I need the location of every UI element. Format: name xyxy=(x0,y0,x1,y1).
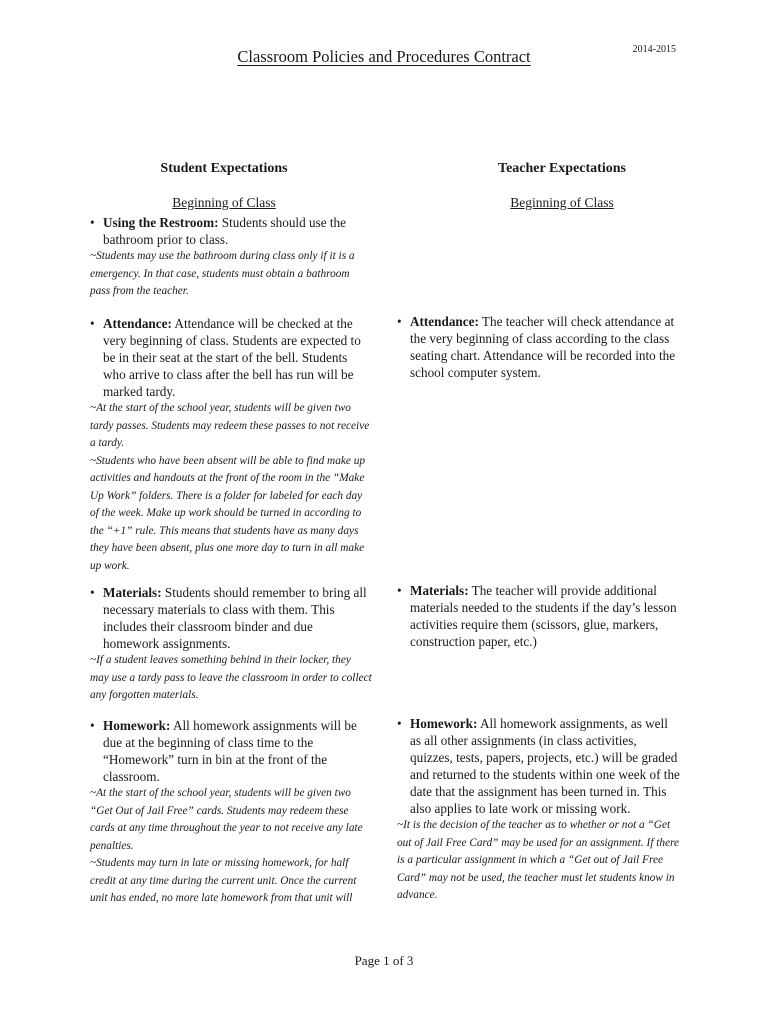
page-year: 2014-2015 xyxy=(632,44,676,55)
teacher-materials-section xyxy=(397,582,681,650)
teacher-attendance-section xyxy=(397,313,681,381)
student-beginning-of-class-heading: Beginning of Class xyxy=(172,195,276,210)
bullet-icon: • xyxy=(397,583,402,598)
item-text: Students should remember to bring all necessary materials to class with them. This includes their classroom binder and due homework assignments. xyxy=(103,585,367,651)
student-materials-item xyxy=(90,584,372,652)
teacher-beginning-of-class-heading: Beginning of Class xyxy=(510,195,614,210)
page-title: Classroom Policies and Procedures Contract xyxy=(237,47,531,66)
teacher-expectations-heading: Teacher Expectations xyxy=(498,161,626,176)
student-homework-item xyxy=(90,717,372,785)
item-text: All homework assignments, as well as all other assignments (in class activities, quizzes, tests, papers, projects, etc.) will be graded and returned to the students within one week of the date that the assignment has been turned in. This also applies to late work or missing work. xyxy=(410,716,680,816)
item-note: ~It is the decision of the teacher as to whether or not a “Get out of Jail Free Card” may be used for an assignment. If there is a particular assignment in which a “Get out of Jail Free Card” may not be used, the teacher must let students know in advance. xyxy=(397,819,680,901)
item-term: Homework: xyxy=(103,718,171,733)
bullet-icon: • xyxy=(90,316,95,331)
bullet-icon: • xyxy=(90,215,95,230)
item-term: Using the Restroom: xyxy=(103,215,219,230)
teacher-homework-section xyxy=(397,715,681,905)
item-note: ~Students may turn in late or missing homework, for half credit at any time during the current unit. Once the current unit has ended, no more late homework from that unit will xyxy=(90,857,357,904)
student-restroom-item xyxy=(90,214,372,248)
student-restroom-section xyxy=(90,214,372,301)
item-text: The teacher will provide additional materials needed to the students if the day’s lesson activities require them (scissors, glue, markers, construction paper, etc.) xyxy=(410,583,677,649)
student-homework-section xyxy=(90,717,372,908)
teacher-materials-item xyxy=(397,582,681,650)
page-number: Page 1 of 3 xyxy=(354,953,414,968)
item-text: All homework assignments will be due at the beginning of class time to the “Homework” turn in bin at the front of the classroom. xyxy=(103,718,357,784)
item-term: Materials: xyxy=(103,585,162,600)
item-note: ~If a student leaves something behind in their locker, they may use a tardy pass to leave the classroom in order to collect any forgotten materials. xyxy=(90,654,372,701)
student-attendance-section xyxy=(90,315,372,575)
item-text: Attendance will be checked at the very beginning of class. Students are expected to be in their seat at the start of the bell. Students who arrive to class after the bell has run will be marked tardy. xyxy=(103,316,361,399)
item-term: Materials: xyxy=(410,583,469,598)
item-text: The teacher will check attendance at the very beginning of class according to the class seating chart. Attendance will be recorded into the school computer system. xyxy=(410,314,676,380)
student-expectations-heading: Student Expectations xyxy=(160,161,288,176)
bullet-icon: • xyxy=(90,585,95,600)
item-note: ~Students who have been absent will be able to find make up activities and handouts at the front of the room in the “Make Up Work” folders. There is a folder for labeled for each day of the week. Make up work should be turned in according to the “+1” rule. This means that students have as many days they have been absent, plus one more day to turn in all make up work. xyxy=(90,454,365,572)
student-materials-section xyxy=(90,584,372,705)
teacher-homework-item xyxy=(397,715,681,817)
bullet-icon: • xyxy=(90,718,95,733)
bullet-icon: • xyxy=(397,314,402,329)
item-note: ~Students may use the bathroom during class only if it is a emergency. In that case, students must obtain a bathroom pass from the teacher. xyxy=(90,250,355,297)
bullet-icon: • xyxy=(397,716,402,731)
student-attendance-item xyxy=(90,315,372,400)
item-note: ~At the start of the school year, students will be given two tardy passes. Students may redeem these passes to not receive a tardy. xyxy=(90,402,370,449)
item-term: Attendance: xyxy=(410,314,479,329)
item-term: Homework: xyxy=(410,716,478,731)
item-term: Attendance: xyxy=(103,316,172,331)
item-note: ~At the start of the school year, students will be given two “Get Out of Jail Free” cards. Students may redeem these cards at any time throughout the year to not receive any late penalties. xyxy=(90,787,363,852)
item-text: Students should use the bathroom prior to class. xyxy=(103,215,346,247)
teacher-attendance-item xyxy=(397,313,681,381)
